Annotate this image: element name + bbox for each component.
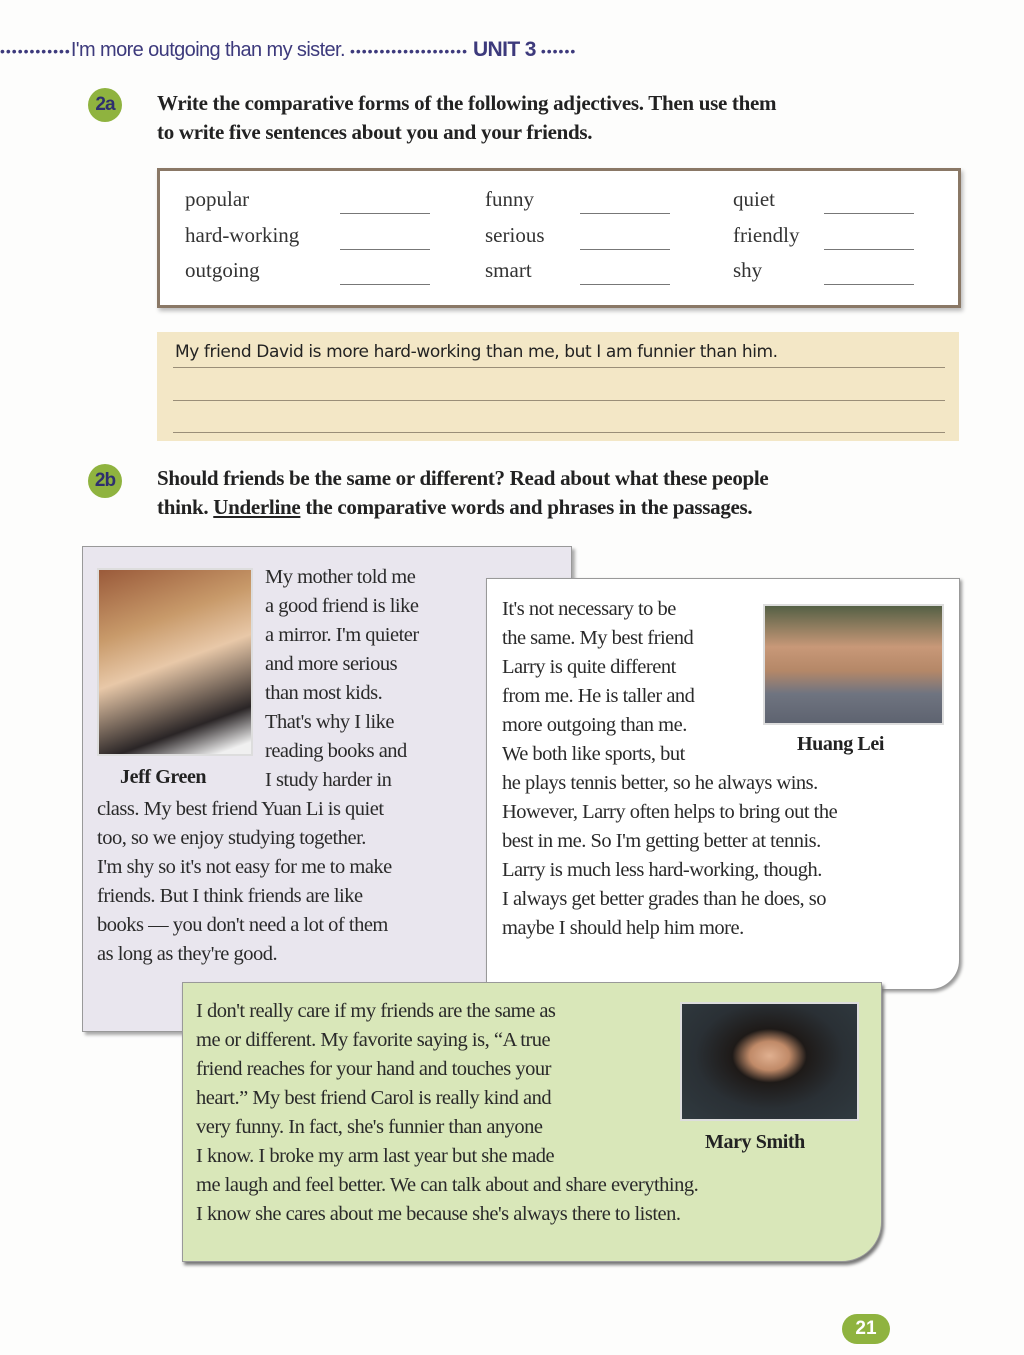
passage-line: friend reaches for your hand and touches your — [196, 1058, 551, 1080]
passage-line: I know. I broke my arm last year but she made — [196, 1145, 555, 1167]
passage-line: and more serious — [265, 653, 398, 675]
passage-line: class. My best friend Yuan Li is quiet — [97, 798, 384, 820]
writing-line[interactable] — [173, 432, 945, 433]
passage-line: me or different. My favorite saying is, “A true — [196, 1029, 551, 1051]
passage-line: he plays tennis better, so he always wins. — [502, 772, 818, 794]
running-header: ••••••••••••I'm more outgoing than my sister. •••••••••••••••••••• UNIT 3 •••••• — [0, 38, 577, 61]
adjective-word: shy — [733, 258, 763, 282]
passage-line: reading books and — [265, 740, 407, 762]
writing-line[interactable] — [173, 400, 945, 401]
photo-mary-smith — [680, 1002, 859, 1121]
passage-line: I don't really care if my friends are the same as — [196, 1000, 556, 1022]
name-huang-lei: Huang Lei — [797, 733, 884, 755]
photo-huang-lei — [763, 604, 944, 725]
passage-line: than most kids. — [265, 682, 383, 704]
passage-line: a good friend is like — [265, 595, 419, 617]
passage-line: a mirror. I'm quieter — [265, 624, 419, 646]
answer-blank[interactable] — [340, 284, 430, 285]
passage-line: Larry is quite different — [502, 656, 676, 678]
adjective-word: quiet — [733, 187, 775, 211]
example-sentence: My friend David is more hard-working than me, but I am funnier than him. — [175, 342, 778, 362]
header-title: I'm more outgoing than my sister. — [70, 39, 345, 61]
passage-line: My mother told me — [265, 566, 416, 588]
name-mary-smith: Mary Smith — [705, 1131, 805, 1153]
passage-line: It's not necessary to be — [502, 598, 676, 620]
answer-blank[interactable] — [340, 213, 430, 214]
page-number: 21 — [842, 1314, 890, 1344]
answer-blank[interactable] — [580, 213, 670, 214]
adjective-word: smart — [485, 258, 532, 282]
passage-line: from me. He is taller and — [502, 685, 695, 707]
passage-line: Larry is much less hard-working, though. — [502, 859, 822, 881]
adjective-word: hard-working — [185, 223, 300, 247]
passage-line: too, so we enjoy studying together. — [97, 827, 366, 849]
answer-blank[interactable] — [824, 284, 914, 285]
name-jeff-green: Jeff Green — [120, 766, 207, 788]
adjective-word: friendly — [733, 223, 800, 247]
passage-line: We both like sports, but — [502, 743, 685, 765]
passage-line: I always get better grades than he does, so — [502, 888, 827, 910]
passage-line: as long as they're good. — [97, 943, 278, 965]
answer-blank[interactable] — [824, 249, 914, 250]
instructions-2b: Should friends be the same or different? Read about what these people think. Underline the comparative words and phrases in the passages. — [157, 466, 769, 519]
passage-line: more outgoing than me. — [502, 714, 687, 736]
passage-line: I know she cares about me because she's always there to listen. — [196, 1203, 681, 1225]
photo-jeff-green — [97, 568, 253, 756]
passage-line: That's why I like — [265, 711, 394, 733]
passage-line: maybe I should help him more. — [502, 917, 744, 939]
adjective-word: popular — [185, 187, 250, 211]
answer-blank[interactable] — [580, 249, 670, 250]
unit-label: UNIT 3 — [472, 38, 536, 61]
instructions-2a: Write the comparative forms of the following adjectives. Then use them to write five sentences about you and your friends. — [157, 91, 777, 144]
passage-line: heart.” My best friend Carol is really kind and — [196, 1087, 552, 1109]
passage-line: books — you don't need a lot of them — [97, 914, 388, 936]
answer-blank[interactable] — [580, 284, 670, 285]
passage-line: me laugh and feel better. We can talk about and share everything. — [196, 1174, 699, 1196]
passage-line: very funny. In fact, she's funnier than anyone — [196, 1116, 543, 1138]
writing-line — [173, 367, 945, 368]
answer-blank[interactable] — [824, 213, 914, 214]
adjective-word: outgoing — [185, 258, 260, 282]
adjective-word: serious — [485, 223, 545, 247]
passage-line: I study harder in — [265, 769, 392, 791]
passage-line: However, Larry often helps to bring out the — [502, 801, 838, 823]
passage-line: the same. My best friend — [502, 627, 694, 649]
passage-line: best in me. So I'm getting better at tennis. — [502, 830, 821, 852]
exercise-badge-2a: 2a — [88, 88, 122, 122]
answer-blank[interactable] — [340, 249, 430, 250]
adjective-word: funny — [485, 187, 534, 211]
passage-line: friends. But I think friends are like — [97, 885, 363, 907]
exercise-badge-2b: 2b — [88, 464, 122, 498]
passage-line: I'm shy so it's not easy for me to make — [97, 856, 392, 878]
